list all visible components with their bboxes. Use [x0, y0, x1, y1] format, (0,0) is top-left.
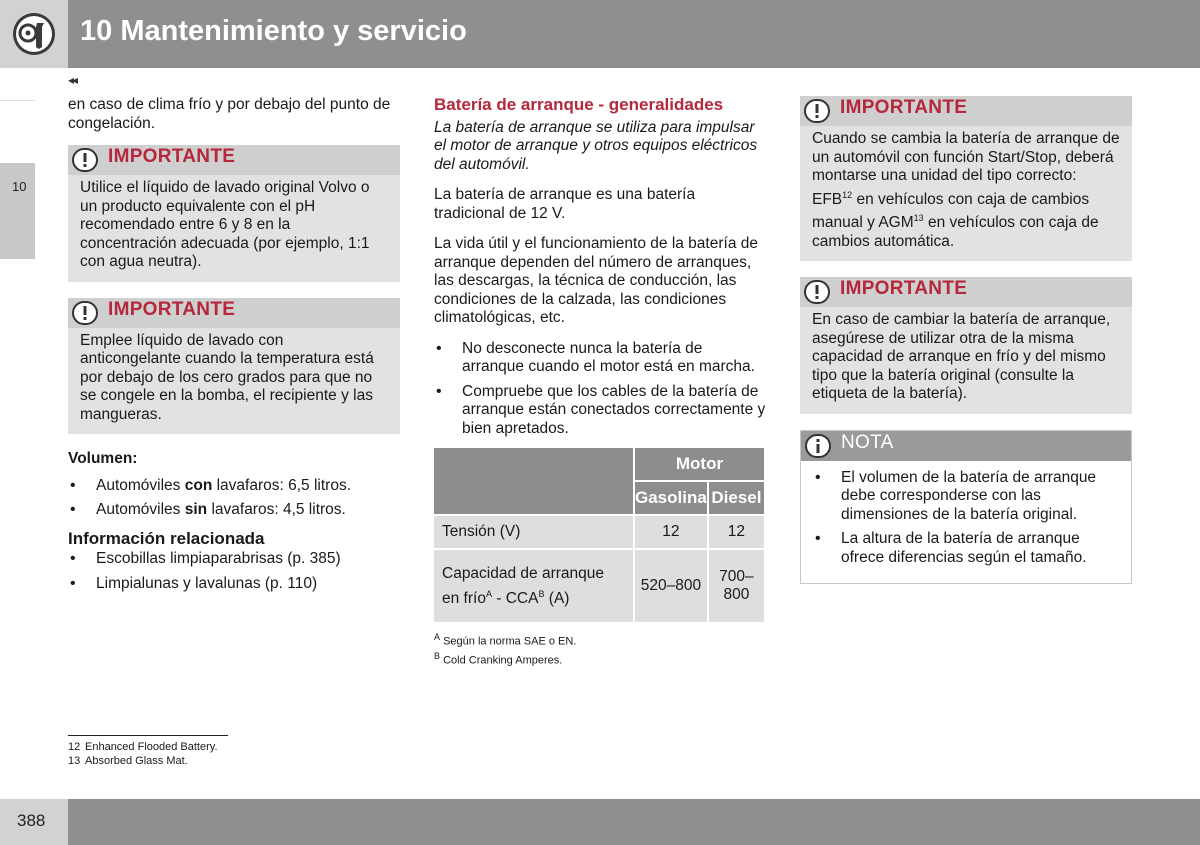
page-number-box: [0, 799, 68, 845]
info-icon: [805, 434, 831, 458]
wrench-gear-icon: [11, 11, 57, 57]
important-box-header: [68, 145, 400, 175]
list-item: • Compruebe que los cables de la batería de arranque están conectados correctamente y bien apretados.: [434, 383, 766, 439]
related-list: [68, 550, 400, 593]
list-item: • Automóviles sin lavafaros: 4,5 litros.: [68, 501, 400, 520]
warning-icon: [804, 99, 830, 123]
related-link[interactable]: • Limpialunas y lavalunas (p. 110): [68, 575, 400, 594]
important-body: Emplee líquido de lavado con anticongelante cuando la temperatura está por debajo de los cero grados para que no se congele en la bomba, el recipiente y las mangueras.: [80, 331, 374, 423]
list-item: • El volumen de la batería de arranque debe corresponderse con las dimensiones de la batería original.: [813, 469, 1119, 525]
page-footer: [68, 799, 1200, 845]
important-title: IMPORTANTE: [108, 146, 236, 167]
note-list: [813, 469, 1119, 568]
table-cell-label: Tensión (V): [434, 516, 633, 548]
important-box-header: [800, 277, 1132, 307]
back-arrows-icon[interactable]: ◂◂: [68, 73, 77, 87]
footnote: 12 Enhanced Flooded Battery.: [68, 741, 218, 753]
section-heading: Batería de arranque - generalidades: [434, 95, 724, 114]
paragraph: La vida útil y el funcionamiento de la batería de arranque dependen del número de arranques, las descargas, la técnica de conducción, las condiciones de la calzada, las condiciones climatológicas, etc.: [434, 235, 758, 326]
important-box-1: [68, 145, 400, 282]
chapter-tab[interactable]: [0, 163, 35, 259]
paragraph: La batería de arranque es una batería tradicional de 12 V.: [434, 186, 696, 222]
column-3: [800, 96, 1132, 600]
page-number: 388: [17, 811, 46, 830]
table-footnote: $^A$ Según la norma SAE o EN.: [434, 632, 577, 648]
table-group-header: Motor: [635, 448, 764, 480]
intro-text: en caso de clima frío y por debajo del punto de congelación.: [68, 96, 391, 132]
related-link[interactable]: • Escobillas limpiaparabrisas (p. 385): [68, 550, 400, 569]
important-box-3: [800, 96, 1132, 261]
side-divider: [0, 100, 35, 101]
battery-tips-list: [434, 340, 766, 439]
note-box: [800, 430, 1132, 585]
table-row: [434, 550, 764, 622]
table-corner: [434, 448, 633, 514]
note-box-header: [801, 431, 1131, 461]
important-body: Utilice el líquido de lavado original Volvo o un producto equivalente con el pH recomendado entre 6 y 8 en la concentración adecuada (por ejemplo, 1:1 con agua neutra).: [80, 179, 370, 270]
list-item: • Automóviles con lavafaros: 6,5 litros.: [68, 477, 400, 496]
page-title: 10 Mantenimiento y servicio: [80, 15, 467, 47]
warning-icon: [72, 148, 98, 172]
volume-heading: Volumen:: [68, 450, 138, 467]
important-box-header: [800, 96, 1132, 126]
table-row: [434, 516, 764, 548]
list-item: • La altura de la batería de arranque ofrece diferencias según el tamaño.: [813, 530, 1119, 567]
important-title: IMPORTANTE: [108, 298, 236, 320]
important-title: IMPORTANTE: [840, 278, 968, 300]
warning-icon: [804, 280, 830, 304]
note-body: [801, 461, 1131, 584]
chapter-tab-number: 10: [12, 179, 27, 194]
list-item: • No desconecte nunca la batería de arranque cuando el motor está en marcha.: [434, 340, 766, 377]
important-box-4: [800, 277, 1132, 414]
footnote-rule: [68, 735, 228, 736]
footnote: 13 Absorbed Glass Mat.: [68, 755, 188, 767]
note-title: NOTA: [841, 431, 894, 453]
table-cell-label: Capacidad de arranque en frío$^A$ - $CCA^B$ (A): [434, 550, 633, 622]
table-footnotes: [434, 630, 766, 667]
related-heading: Información relacionada: [68, 528, 265, 548]
service-icon-box: [0, 0, 68, 68]
table-header-gasoline: Gasolina: [635, 482, 707, 514]
important-box-header: [68, 298, 400, 328]
section-intro: La batería de arranque se utiliza para impulsar el motor de arranque y otros equipos eléctricos del automóvil.: [434, 118, 758, 173]
page-header: [0, 0, 1200, 68]
table-header-diesel: Diesel: [709, 482, 764, 514]
warning-icon: [72, 301, 98, 325]
volume-list: [68, 477, 400, 520]
important-body: Cuando se cambia la batería de arranque de un automóvil con función Start/Stop, deberá montarse una unidad del tipo correcto: EFB$^{12}$ en vehículos con caja de cambios manual y AGM$^{13}$ en vehículos con caja de cambios automática.: [812, 130, 1120, 250]
important-body: En caso de cambiar la batería de arranque, asegúrese de utilizar otra de la misma capacidad de arranque en frío y del mismo tipo que la batería original (consulte la etiqueta de la batería).: [812, 311, 1111, 403]
table-cell: 700–800: [709, 550, 764, 622]
table-cell: 12: [635, 516, 707, 548]
column-1: [68, 96, 400, 599]
table-footnote: $^B$ Cold Cranking Amperes.: [434, 650, 563, 667]
table-cell: 520–800: [635, 550, 707, 622]
important-box-2: [68, 298, 400, 435]
important-title: IMPORTANTE: [840, 97, 968, 118]
table-cell: 12: [709, 516, 764, 548]
column-2: [434, 96, 766, 667]
battery-spec-table: [432, 446, 766, 624]
